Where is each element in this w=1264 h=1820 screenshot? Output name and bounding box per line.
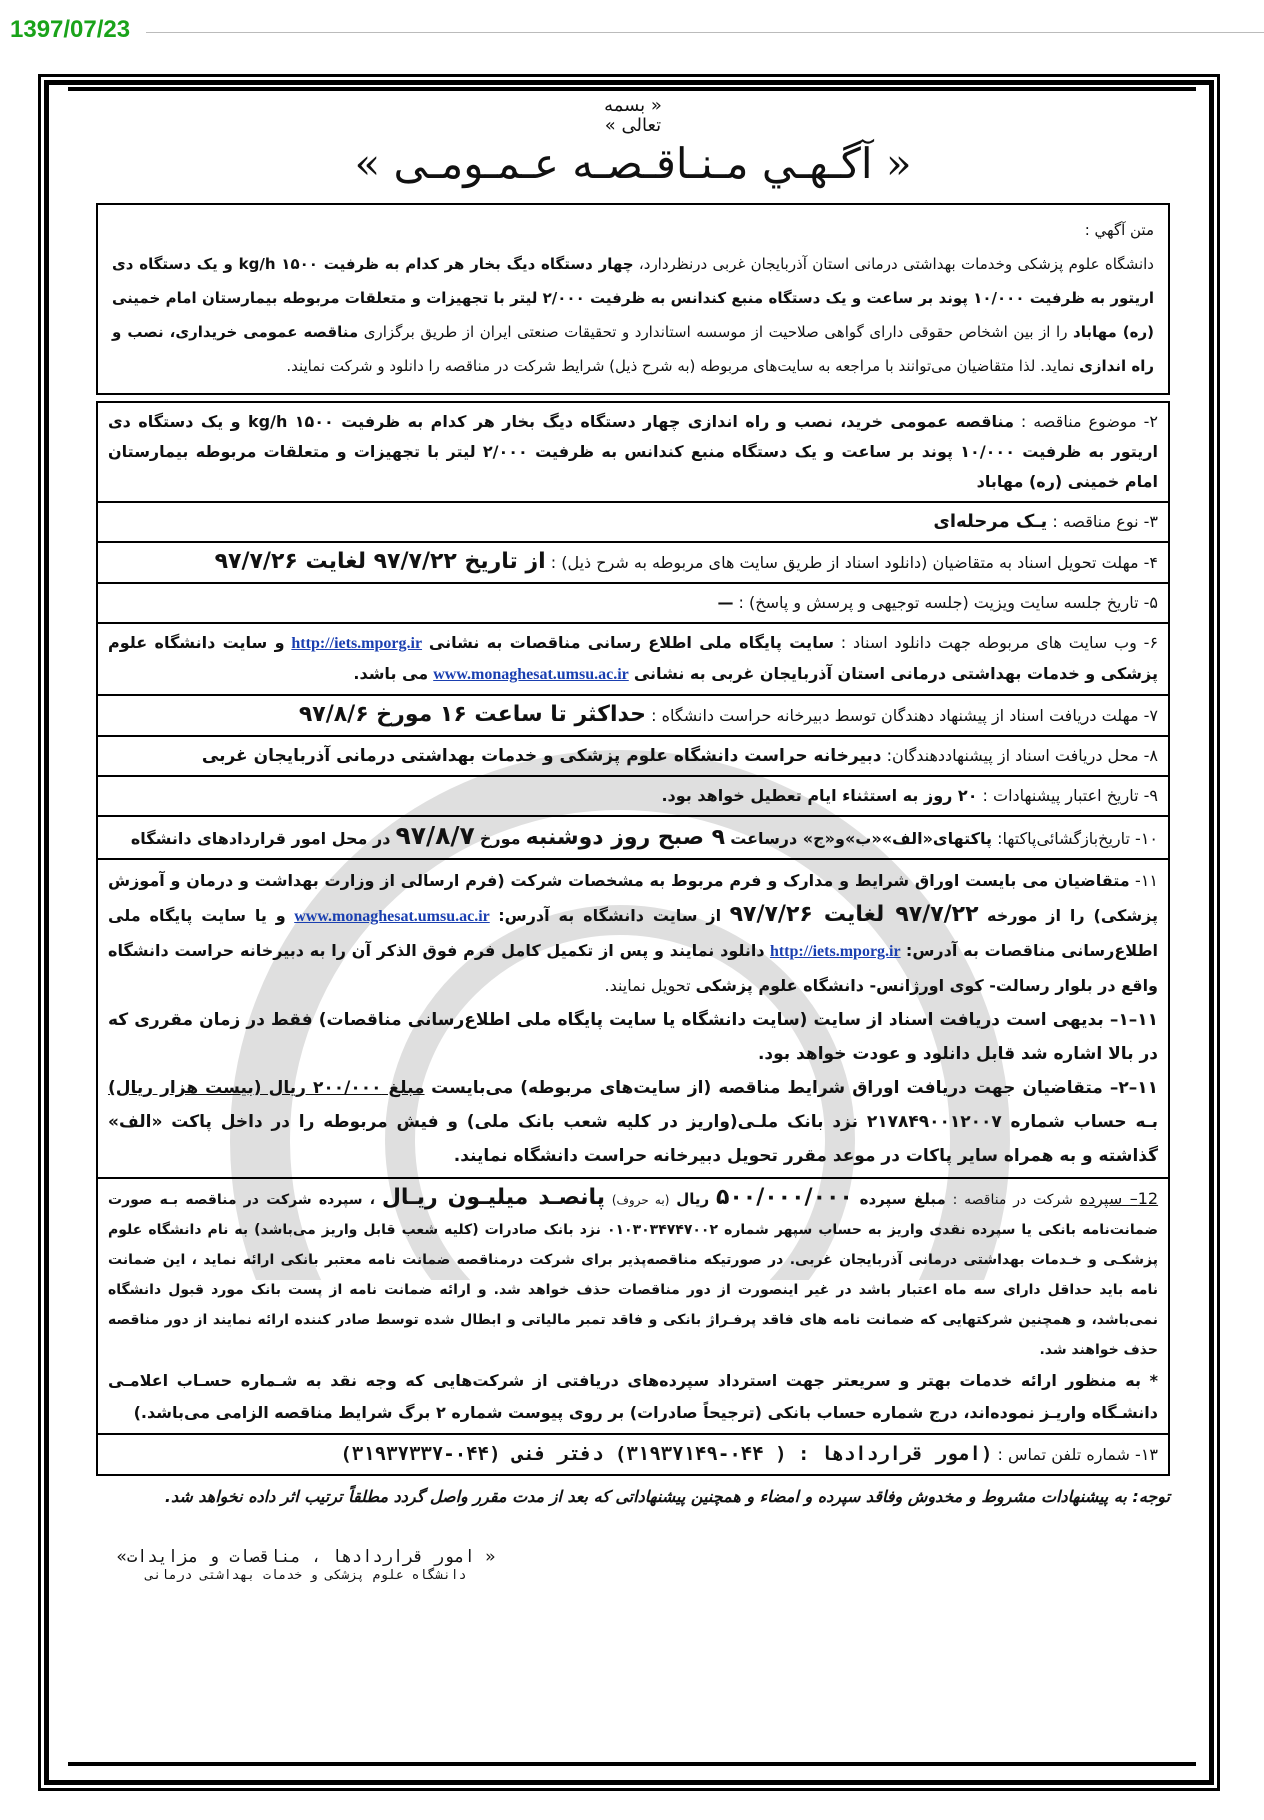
item-11-text-1: متقاضیان می بایست اوراق شرایط و مدارک و فرم مربوط به مشخصات شرکت (فرم ارسالی از وزارت بهداشت و درمان و آموزش پزشکی) را از مورخه — [108, 871, 1159, 925]
intro-box — [96, 203, 1170, 395]
item-4-label: ۴- مهلت تحویل اسناد به متقاضیان (دانلود اسناد از طریق سایت های مربوطه به شرح ذیل) : — [550, 553, 1158, 572]
item-3-type — [96, 503, 1170, 543]
item-2-text: مناقصه عمومی خرید، نصب و راه اندازی چهار دستگاه دیگ بخار هر کدام به ظرفیت kg/h ۱۵۰۰ و یک دستگاه دی اریتور به ظرفیت ۱۰/۰۰۰ پوند بر ساعت و یک دستگاه منبع کندانس به ظرفیت ۲/۰۰۰ لیتر با تجهیزات و متعلقات مربوطه بیمارستان امام خمینی (ره) مهاباد — [108, 412, 1159, 491]
intro-label: متن آگهي : — [1084, 221, 1154, 239]
item-11-2-text-a: ۱۱–۲– متقاضیان جهت دریافت اوراق شرایط مناقصه (از سایت‌های مربوطه) می‌بایست — [431, 1078, 1159, 1098]
item-8-receipt-place — [96, 737, 1170, 777]
intro-text-2: را از بین اشخاص حقوقی دارای گواهی صلاحیت از موسسه استاندارد و تحقیقات صنعتی ایران از طریق برگزاری — [363, 323, 1068, 341]
link-monaghesat-2[interactable]: www.monaghesat.umsu.ac.ir — [294, 908, 490, 925]
intro-text-2-bold: مناقصه عمومی خریداری، نصب و راه اندازی — [112, 323, 1154, 375]
item-12-bold-1: مبلغ سپرده — [859, 1190, 946, 1208]
signature-block — [96, 1546, 516, 1584]
item-10-text-3: در محل امور قراردادهای دانشگاه — [130, 829, 391, 848]
item-12-text-2: ، سپرده شرکت در مناقصه بـه صورت ضمانت‌نامه بانکی یا سپرده نقدی واریز به حساب سپهر شماره ۰۱۰۳۰۳۴۷۴۷۰۰۲ نزد بانک صادرات (کلیه شعب قابل واریز می‌باشد) به نام دانشگاه علوم پزشکـی و خـدمات بهداشتی درمانی آذربایجان غربی. در صورتیکه مناقصه‌پذیر برای شرکت درمناقصه ضمانت نامه معتبر بانکی ارائه نماید ، این ضمانت نامه باید حداقل دارای سه ماه اعتبار باشد در غیر اینصورت از دور مناقصات حذف خواهد شد. و ارائه ضمانت نامه از پست بانک مورد قبول دانشگاه نمی‌باشد، و همچنین شرکتهایی که ضمانت نامه های فاقد پرفـراژ بانکی و فاقد تمبر مالیاتی و ابطال شده توسط صادر کننده ارائه نمایند از دور مناقصه حذف خواهند شد. — [108, 1192, 1158, 1358]
notice-content — [96, 95, 1170, 1584]
link-iets[interactable]: http://iets.mporg.ir — [291, 635, 423, 652]
item-10-opening — [96, 817, 1170, 860]
item-13-value: (امور قراردادها : ( ۰۴۴-۳۱۹۳۷۱۴۹) دفتر فنی (۰۴۴-۳۱۹۳۷۳۳۷) — [340, 1443, 993, 1465]
item-7-label: ۷- مهلت دریافت اسناد از پیشنهاد دهندگان توسط دبیرخانه حراست دانشگاه : — [651, 706, 1158, 725]
item-4-value: از تاریخ ۹۷/۷/۲۲ لغایت ۹۷/۷/۲۶ — [214, 549, 546, 574]
link-iets-2[interactable]: http://iets.mporg.ir — [769, 943, 901, 960]
item-11-2-text-b: بـه حساب شماره ۲۱۷۸۴۹۰۰۱۲۰۰۷ نزد بانک ملـی(واریز در کلیه شعب بانک ملی) و فیش مربوطه را در داخل پاکت «الف» گذاشته و به همراه سایر پاکات در موعد مقرر تحویل دبیرخانه حراست دانشگاه نمایند. — [108, 1112, 1158, 1166]
item-3-value: یـک مرحله‌ای — [933, 511, 1048, 532]
item-11-dates: ۹۷/۷/۲۲ لغایت ۹۷/۷/۲۶ — [729, 902, 979, 927]
item-10-label: ۱۰- تاریخ‌بازگشائی‌پاکتها: — [997, 829, 1158, 848]
item-6-label: ۶- وب سایت های مربوطه جهت دانلود اسناد : — [840, 633, 1159, 652]
item-9-validity — [96, 777, 1170, 817]
header-block — [96, 95, 1170, 193]
item-12-text-1: شرکت در مناقصه : — [952, 1192, 1073, 1208]
item-11-text-3: و یا سایت پایگاه ملی اطلاع‌رسانی مناقصات به آدرس: — [108, 906, 1158, 960]
item-9-label: ۹- تاریخ اعتبار پیشنهادات : — [982, 786, 1158, 805]
header-rule — [146, 32, 1264, 33]
item-11-text-5: تحویل نمایند. — [604, 976, 691, 995]
item-6-text-2: و سایت دانشگاه علوم پزشکی و خدمات بهداشتی درمانی استان آذربایجان غربی به نشانی — [108, 633, 1158, 683]
signature-line-1: « امور قراردادها ، مناقصات و مزایدات» — [116, 1547, 496, 1567]
intro-text-1: دانشگاه علوم پزشکی وخدمات بهداشتی درمانی استان آذربایجان غربی درنظردارد، — [638, 255, 1154, 273]
frame-top-bar — [68, 87, 1196, 91]
item-10-date: ۹۷/۸/۷ — [395, 821, 475, 850]
item-13-label: ۱۳- شماره تلفن تماس : — [997, 1445, 1158, 1464]
item-5-label: ۵- تاریخ جلسه سایت ویزیت (جلسه توجیهی و پرسش و پاسخ) : — [738, 593, 1158, 612]
item-11-documents — [96, 860, 1170, 1179]
item-12-deposit — [96, 1179, 1170, 1435]
item-11-1: ۱۱–۱– بدیهی است دریافت اسناد از سایت (سایت دانشگاه یا سایت پایگاه ملی اطلاع‌رسانی مناقصات) فقط در زمان مقرری که در بالا اشاره شد قابل دانلود و عودت خواهد بود. — [108, 1010, 1158, 1064]
item-5-value: — — [717, 593, 734, 612]
item-13-phone — [96, 1435, 1170, 1476]
item-2-subject — [96, 401, 1170, 503]
intro-text-1-bold: چهار دستگاه دیگ بخار هر کدام به ظرفیت kg/h ۱۵۰۰ و یک دستگاه دی اریتور به ظرفیت ۱۰/۰۰۰ پوند بر ساعت و یک دستگاه منبع کندانس به ظرفیت ۲/۰۰۰ لیتر با تجهیزات و متعلقات مربوطه بیمارستان امام خمینی (ره) مهاباد — [112, 255, 1155, 341]
taala: تعالی » — [604, 115, 662, 136]
intro-text-3: نماید. لذا متقاضیان می‌توانند با مراجعه به سایت‌های مربوطه (به شرح ذیل) شرایط شرکت در مناقصه را دانلود و شرکت نمایند. — [286, 357, 1075, 375]
warning-note: توجه: به پیشنهادات مشروط و مخدوش وفاقد سپرده و امضاء و همچنین پیشنهاداتی که بعد از مدت مقرر واصل گردد مطلقاً ترتیب اثر داده نخواهد شد. — [164, 1487, 1170, 1506]
signature-line-2: دانشگاه علوم پزشکی و خدمات بهداشتی درمانی — [145, 1568, 467, 1583]
item-9-value: ۲۰ روز به استثناء ایام تعطیل خواهد بود. — [661, 786, 978, 805]
item-12-amount: ۵۰۰/۰۰۰/۰۰۰ — [715, 1185, 853, 1210]
item-10-time: ۹ صبح روز دوشنبه — [525, 825, 726, 850]
item-10-text-2: مورخ — [479, 829, 521, 848]
item-8-value: دبیرخانه حراست دانشگاه علوم پزشکی و خدمات بهداشتی درمانی آذربایجان غربی — [201, 746, 882, 766]
date-stamp: 1397/07/23 — [10, 16, 131, 43]
item-11-text-4: دانلود نمایند و پس از تکمیل کامل فرم فوق الذکر آن را به دبیرخانه حراست دانشگاه واقع در بلوار رسالت- کوی اورژانس- دانشگاه علوم پزشکی — [108, 941, 1158, 995]
item-12-in-words-label: (به حروف) — [611, 1193, 670, 1207]
item-8-label: ۸- محل دریافت اسناد از پیشنهاددهندگان: — [886, 746, 1158, 765]
link-monaghesat[interactable]: www.monaghesat.umsu.ac.ir — [433, 666, 629, 683]
item-6-websites — [96, 624, 1170, 696]
item-3-label: ۳- نوع مناقصه : — [1052, 512, 1158, 531]
item-10-text-1: پاکتهای«الف»«ب»و«ج» درساعت — [730, 829, 992, 848]
item-4-deadline — [96, 543, 1170, 584]
item-6-text-1: سایت پایگاه ملی اطلاع رسانی مناقصات به نشانی — [428, 633, 834, 652]
item-12-in-words: پانصـد میلیـون ریـال — [381, 1185, 605, 1210]
item-5-site-visit — [96, 584, 1170, 624]
item-12-label: 12– سپرده — [1079, 1189, 1159, 1208]
frame-bottom-bar — [68, 1762, 1196, 1766]
page-title: « آگـهـي مـنـاقـصـه عـمـومـی » — [354, 139, 912, 188]
item-6-text-3: می باشد. — [353, 664, 429, 683]
item-2-label: ۲- موضوع مناقصه : — [1020, 412, 1159, 431]
item-7-value: حداکثر تا ساعت ۱۶ مورخ ۹۷/۸/۶ — [298, 702, 647, 727]
item-11-label: ۱۱- — [1135, 871, 1158, 890]
bismillah: « بسمه — [604, 95, 662, 116]
item-11-2-amount: مبلغ ۲۰۰/۰۰۰ ریال (بیست هزار ریال) — [108, 1078, 425, 1098]
item-7-receipt-deadline — [96, 696, 1170, 737]
item-12-note: * به منظور ارائه خدمات بهتر و سریعتر جهت استرداد سپرده‌های دریافتی از شرکت‌هایی که وجه نقد به شـماره حسـاب اعلامـی دانشـگاه واریـز نموده‌اند، درج شماره حساب بانکی (ترجیحاً صادرات) بر روی پیوست شماره ۲ برگ شرایط مناقصه الزامی می‌باشد.) — [108, 1371, 1158, 1422]
item-12-rial: ریال — [676, 1190, 710, 1208]
item-11-text-2: از سایت دانشگاه به آدرس: — [498, 906, 722, 925]
